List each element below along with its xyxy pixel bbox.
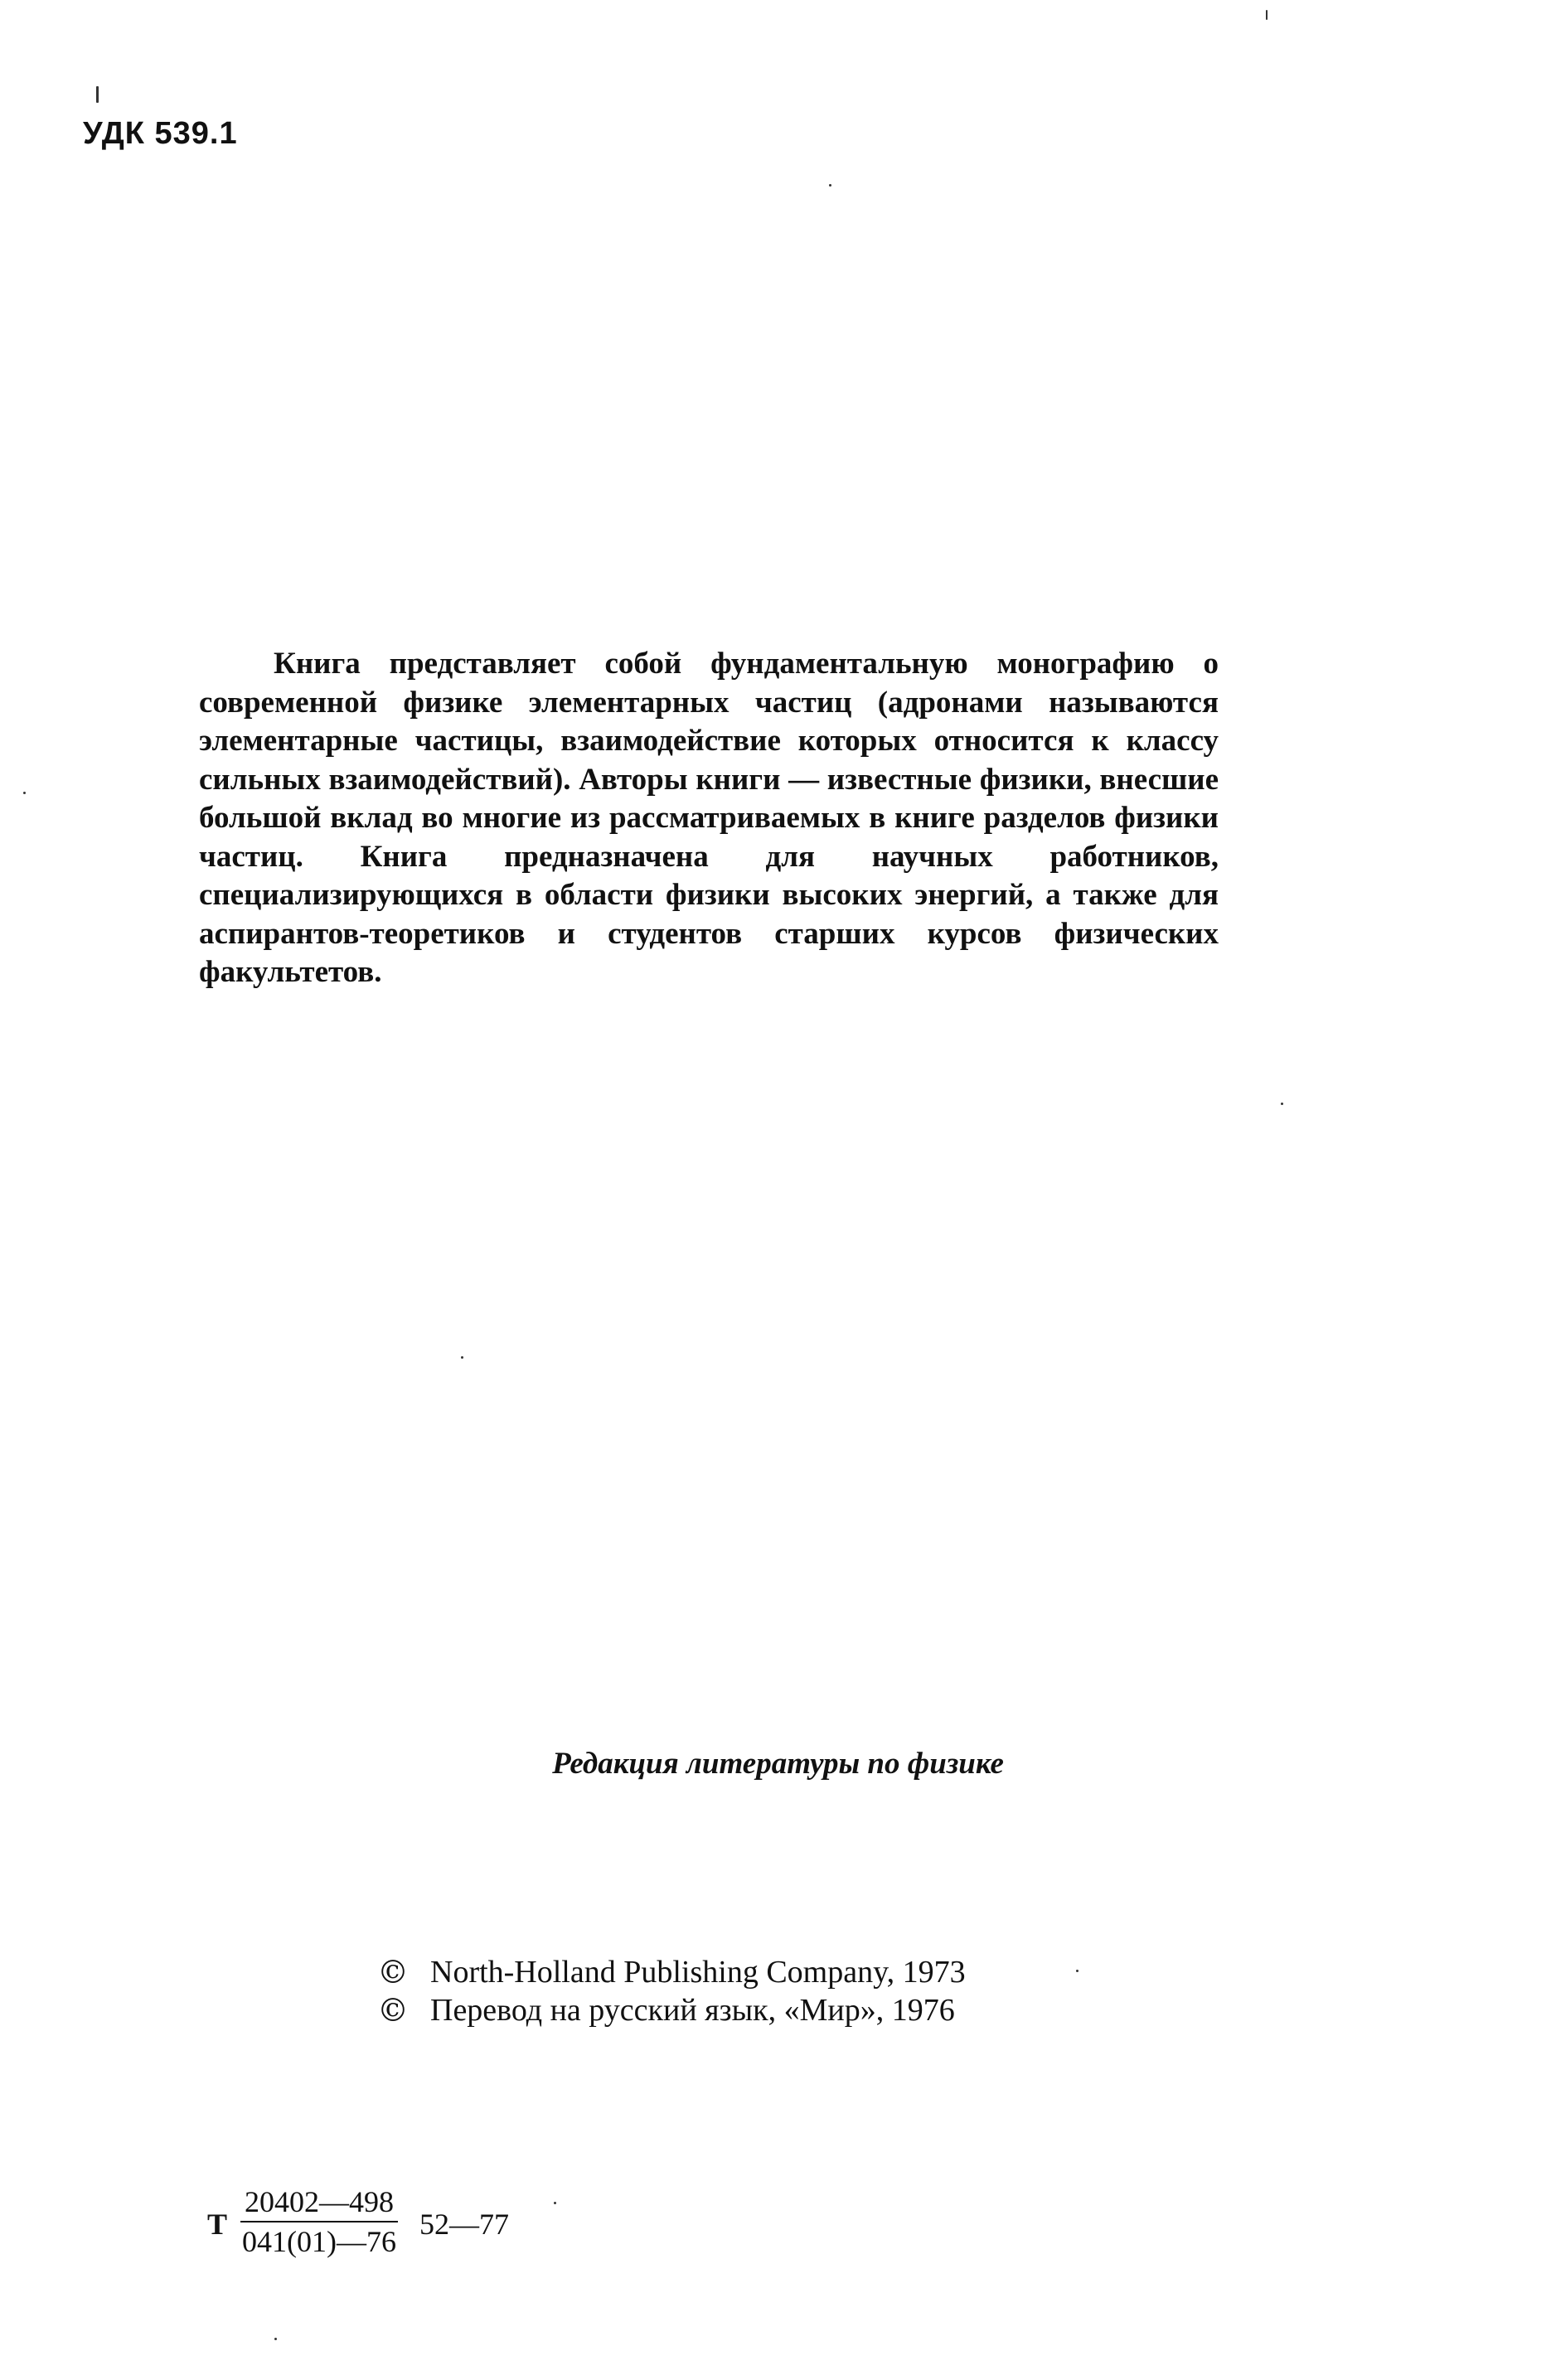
publisher-index-numerator: 20402—498 <box>240 2184 398 2222</box>
editorial-office-line: Редакция литературы по физике <box>552 1747 1004 1781</box>
copyright-symbol-icon: © <box>377 1954 409 1990</box>
publisher-index-denominator: 041(01)—76 <box>242 2225 396 2258</box>
copyright-symbol-icon: © <box>377 1992 409 2029</box>
scan-speck <box>96 86 99 103</box>
scan-speck <box>23 792 26 794</box>
scan-speck <box>1281 1103 1283 1105</box>
copyright-block <box>377 1953 966 2029</box>
book-annotation: Книга представляет собой фундаментальную монографию о современной физике элементарных частиц (адронами называются элементарные частицы, взаимодействие которых относится к классу сильных взаимодействий). Авторы книги — известные физики, внесшие большой вклад во многие из рассматриваемых в книге разделов физики частиц. Книга предназначена для научных работников, специализирующихся в области физики высоких энергий, а также для аспирантов-теоретиков и студентов старших курсов физических факультетов. <box>199 647 1219 989</box>
copyright-line-original <box>377 1953 966 1991</box>
copyright-text-translation: Перевод на русский язык, «Мир», 1976 <box>430 1993 955 2028</box>
scan-speck <box>1076 1970 1079 1972</box>
scan-speck <box>274 2338 277 2340</box>
scan-speck <box>829 184 831 187</box>
publisher-index-prefix: Т <box>207 2208 228 2241</box>
copyright-line-translation <box>377 1991 966 2029</box>
scan-speck <box>461 1356 463 1359</box>
publisher-index-suffix: 52—77 <box>419 2208 509 2241</box>
scan-speck <box>554 2202 556 2204</box>
scan-speck <box>1266 10 1268 20</box>
udk-classification: УДК 539.1 <box>83 116 238 151</box>
publisher-index-fraction <box>240 2184 398 2259</box>
copyright-text-original: North-Holland Publishing Company, 1973 <box>430 1955 966 1990</box>
